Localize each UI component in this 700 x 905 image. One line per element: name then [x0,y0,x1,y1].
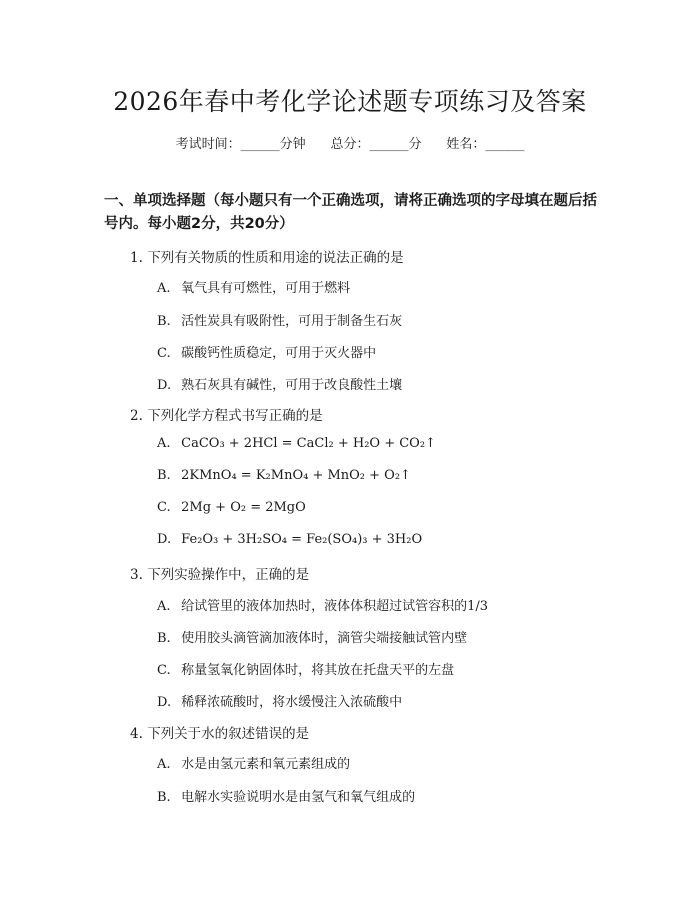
option-text: 2KMnO₄ = K₂MnO₄ + MnO₂ + O₂↑ [181,468,411,483]
question-4 [130,722,590,742]
option-letter: A. [157,281,171,296]
option-letter: D. [157,532,172,547]
question-number: 1. [130,250,143,266]
time-unit: 分钟 [279,137,306,152]
option-letter: B. [157,314,171,329]
option-letter: B. [157,790,171,805]
option-1c [157,342,597,361]
question-text: 下列化学方程式书写正确的是 [147,408,323,424]
time-label: 考试时间： [175,137,241,152]
option-letter: A. [157,757,171,772]
option-4a [157,753,597,772]
option-3a [157,595,597,614]
option-2c [157,500,597,515]
option-3d [157,691,597,710]
option-1a [157,277,597,296]
name-label: 姓名： [446,137,486,152]
question-text: 下列有关物质的性质和用途的说法正确的是 [147,250,404,266]
option-text: 2Mg + O₂ = 2MgO [181,500,306,515]
option-3c [157,659,597,678]
option-2d [157,532,597,547]
exam-info-line [0,133,700,152]
option-text: 碳酸钙性质稳定，可用于灭火器中 [181,346,377,361]
question-2 [130,404,590,424]
question-text: 下列实验操作中，正确的是 [147,567,310,583]
question-number: 4. [130,726,143,742]
name-blank: ______ [485,137,525,152]
option-letter: B. [157,631,171,646]
time-blank: ______ [240,137,280,152]
option-letter: C. [157,500,171,515]
question-text: 下列关于水的叙述错误的是 [147,726,310,742]
option-letter: B. [157,468,171,483]
option-letter: A. [157,436,171,451]
option-text: 稀释浓硫酸时，将水缓慢注入浓硫酸中 [181,695,403,710]
page-title: 2026年春中考化学论述题专项练习及答案 [113,87,587,116]
option-text: 使用胶头滴管滴加液体时，滴管尖端接触试管内壁 [181,631,468,646]
option-1b [157,310,597,329]
option-2b [157,468,597,483]
option-letter: D. [157,695,172,710]
option-3b [157,627,597,646]
option-4b [157,786,597,805]
option-letter: D. [157,378,172,393]
option-text: 称量氢氧化钠固体时，将其放在托盘天平的左盘 [181,663,455,678]
option-text: 水是由氢元素和氧元素组成的 [181,757,351,772]
option-letter: A. [157,599,171,614]
option-text: 氧气具有可燃性，可用于燃料 [181,281,351,296]
section-heading: 一、单项选择题（每小题只有一个正确选项，请将正确选项的字母填在题后括号内。每小题2分，共20分） [104,193,597,232]
score-blank: ______ [369,137,409,152]
option-text: 熟石灰具有碱性，可用于改良酸性土壤 [181,378,403,393]
option-text: 电解水实验说明水是由氢气和氧气组成的 [181,790,416,805]
option-text: 给试管里的液体加热时，液体体积超过试管容积的1/3 [181,599,489,614]
question-number: 2. [130,408,143,424]
option-text: CaCO₃ + 2HCl = CaCl₂ + H₂O + CO₂↑ [181,436,436,451]
question-3 [130,563,590,583]
option-text: Fe₂O₃ + 3H₂SO₄ = Fe₂(SO₄)₃ + 3H₂O [181,532,423,547]
option-1d [157,374,597,393]
option-letter: C. [157,346,171,361]
score-unit: 分 [408,137,422,152]
score-label: 总分： [330,137,370,152]
option-text: 活性炭具有吸附性，可用于制备生石灰 [181,314,403,329]
question-1 [130,246,590,266]
option-2a [157,436,597,451]
option-letter: C. [157,663,171,678]
question-number: 3. [130,567,143,583]
